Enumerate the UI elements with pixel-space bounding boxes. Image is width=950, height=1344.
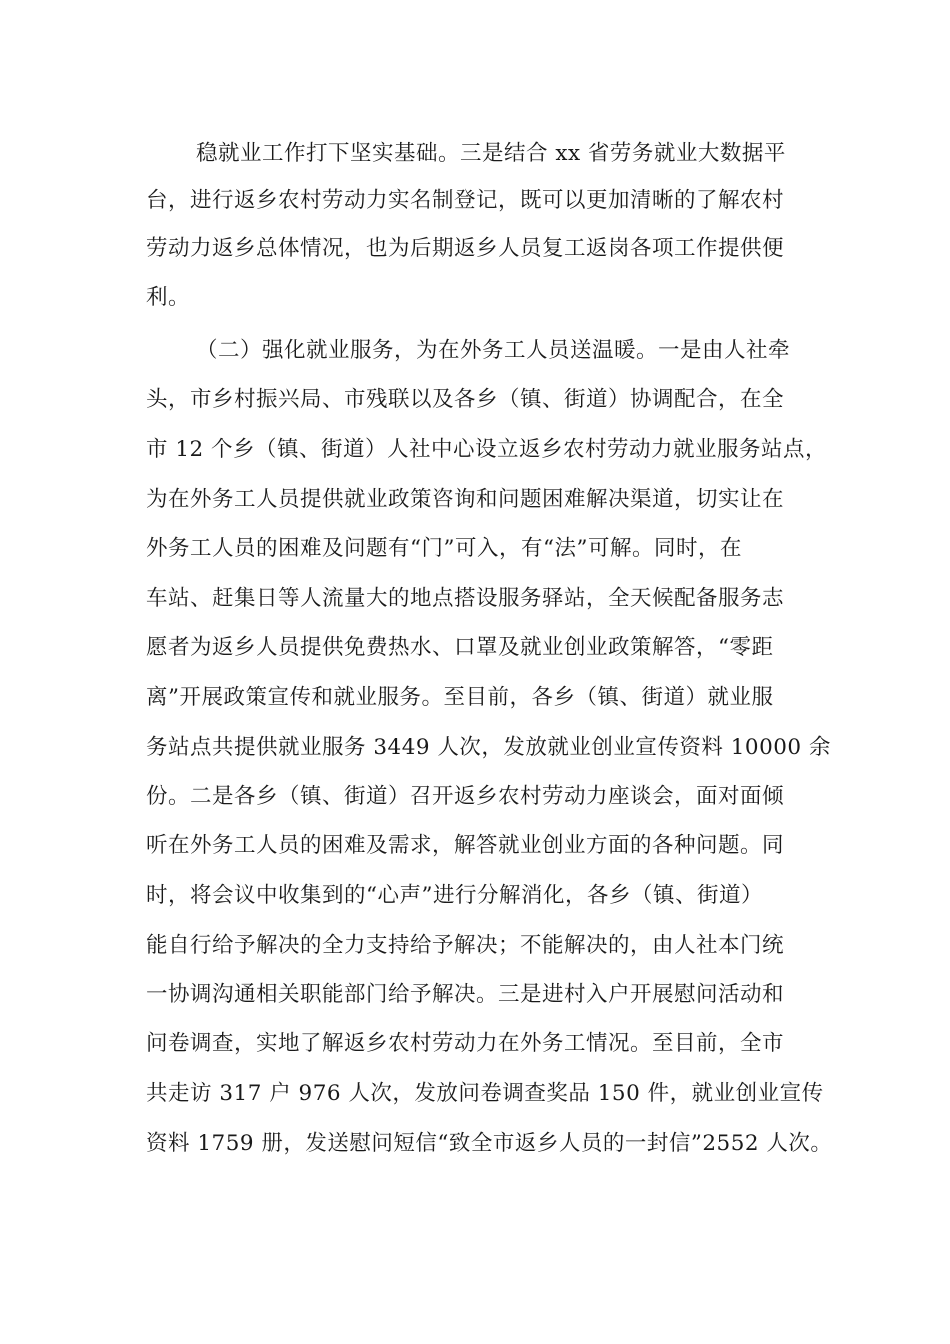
text-line-12: 离”开展政策宣传和就业服务。至目前，各乡（镇、街道）就业服 bbox=[146, 685, 774, 710]
text-line-4: 利。 bbox=[146, 285, 191, 310]
text-line-8: 为在外务工人员提供就业政策咨询和问题困难解决渠道，切实让在 bbox=[146, 487, 785, 512]
text-line-3: 劳动力返乡总体情况，也为后期返乡人员复工返岗各项工作提供便 bbox=[146, 236, 785, 261]
text-line-15: 听在外务工人员的困难及需求，解答就业创业方面的各种问题。同 bbox=[146, 833, 785, 858]
text-line-17: 能自行给予解决的全力支持给予解决；不能解决的，由人社本门统 bbox=[146, 933, 785, 958]
text-line-14: 份。二是各乡（镇、街道）召开返乡农村劳动力座谈会，面对面倾 bbox=[146, 784, 785, 809]
text-line-16: 时，将会议中收集到的“心声”进行分解消化，各乡（镇、街道） bbox=[146, 883, 763, 908]
text-line-19: 问卷调查，实地了解返乡农村劳动力在外务工情况。至目前，全市 bbox=[146, 1031, 785, 1056]
text-line-5: （二）强化就业服务，为在外务工人员送温暖。一是由人社牵 bbox=[196, 338, 791, 363]
text-line-13: 务站点共提供就业服务 3449 人次，发放就业创业宣传资料 10000 余 bbox=[146, 735, 831, 760]
text-line-10: 车站、赶集日等人流量大的地点搭设服务驿站，全天候配备服务志 bbox=[146, 586, 785, 611]
text-line-9: 外务工人员的困难及问题有“门”可入，有“法”可解。同时，在 bbox=[146, 536, 742, 561]
text-line-2: 台，进行返乡农村劳动力实名制登记，既可以更加清晰的了解农村 bbox=[146, 188, 785, 213]
text-line-20: 共走访 317 户 976 人次，发放问卷调查奖品 150 件，就业创业宣传 bbox=[146, 1081, 824, 1106]
text-line-1: 稳就业工作打下坚实基础。三是结合 xx 省劳务就业大数据平 bbox=[196, 141, 786, 166]
text-line-7: 市 12 个乡（镇、街道）人社中心设立返乡农村劳动力就业服务站点， bbox=[146, 437, 828, 462]
text-line-6: 头，市乡村振兴局、市残联以及各乡（镇、街道）协调配合，在全 bbox=[146, 387, 785, 412]
text-line-21: 资料 1759 册，发送慰问短信“致全市返乡人员的一封信”2552 人次。 bbox=[146, 1131, 833, 1156]
text-line-18: 一协调沟通相关职能部门给予解决。三是进村入户开展慰问活动和 bbox=[146, 982, 785, 1007]
text-line-11: 愿者为返乡人员提供免费热水、口罩及就业创业政策解答，“零距 bbox=[146, 635, 774, 660]
